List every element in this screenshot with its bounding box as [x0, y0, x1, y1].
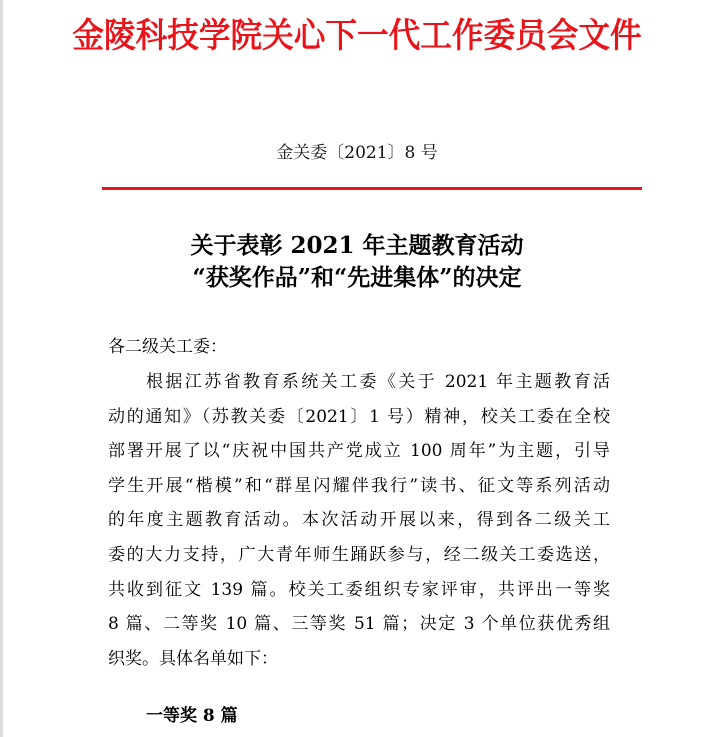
document-number: 金关委〔2021〕8 号: [276, 143, 438, 163]
paragraph-line: 部署开展了以“庆祝中国共产党成立 100 周年”为主题，引导: [108, 441, 610, 462]
title-line-2: “获奖作品”和“先进集体”的决定: [192, 264, 522, 291]
body-paragraph: [108, 365, 610, 676]
organization-header: 金陵科技学院关心下一代工作委员会文件: [72, 16, 642, 56]
paragraph-line: 学生开展“楷模”和“群星闪耀伴我行”读书、征文等系列活动: [108, 475, 610, 496]
paragraph-line: 根据江苏省教育系统关工委《关于 2021 年主题教育活: [146, 372, 610, 392]
paragraph-line: 的年度主题教育活动。本次活动开展以来，得到各二级关工: [108, 510, 610, 531]
title-line-1: 关于表彰 2021 年主题教育活动: [190, 232, 524, 259]
paragraph-line: 动的通知》（苏教关委〔2021〕1 号）精神，校关工委在全校: [108, 406, 610, 427]
document-title: [0, 230, 714, 294]
award-section-heading: 一等奖 8 篇: [146, 706, 238, 726]
paragraph-line: 委的大力支持，广大青年师生踊跃参与，经二级关工委选送，: [108, 544, 610, 565]
paragraph-line: 8 篇、二等奖 10 篇、三等奖 51 篇；决定 3 个单位获优秀组: [108, 614, 610, 635]
red-divider-line: [102, 187, 642, 190]
salutation: 各二级关工委：: [108, 337, 227, 357]
page-left-border: [0, 0, 3, 737]
paragraph-line: 织奖。具体名单如下：: [108, 648, 278, 669]
paragraph-line: 共收到征文 139 篇。校关工委组织专家评审，共评出一等奖: [108, 579, 610, 600]
